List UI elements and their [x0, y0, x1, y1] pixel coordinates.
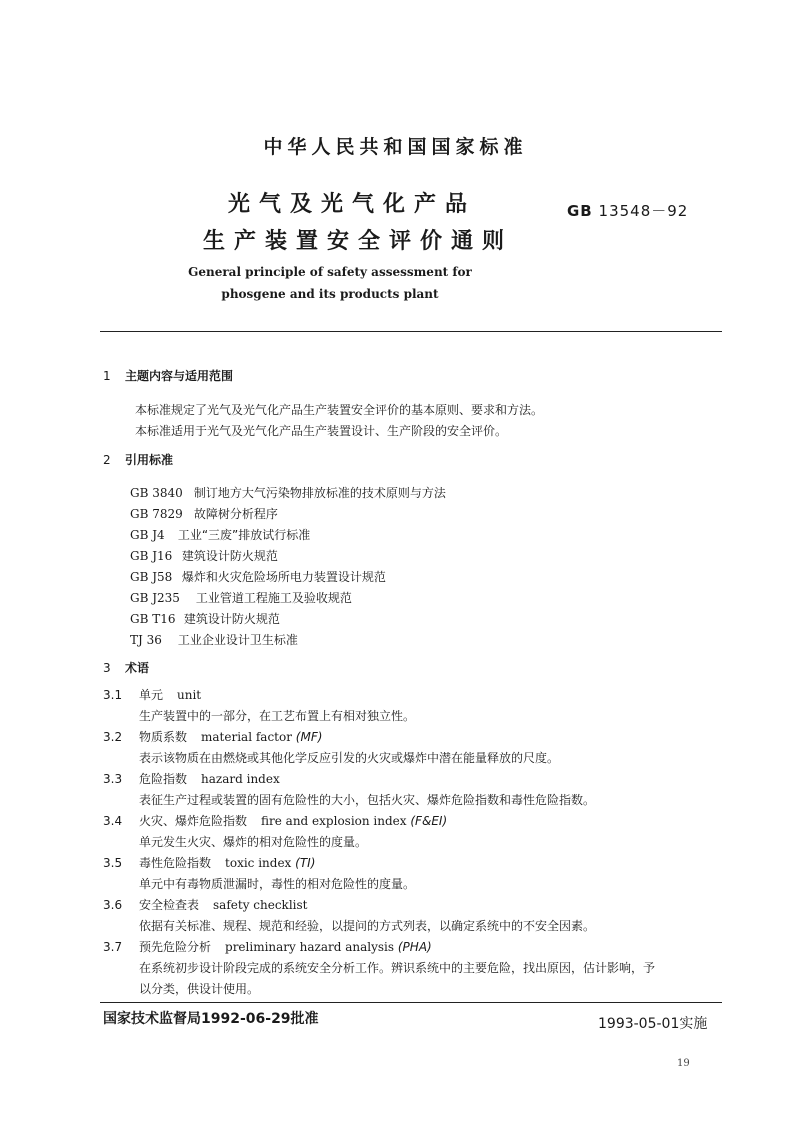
term-definition: 表征生产过程或装置的固有危险性的大小，包括火灾、爆炸危险指数和毒性危险指数。 [139, 793, 596, 807]
term-number: 3.2 [103, 730, 123, 744]
term-en: material factor [201, 730, 292, 744]
reference-item [130, 547, 278, 564]
term-definition: 单元发生火灾、爆炸的相对危险性的度量。 [139, 835, 368, 849]
reference-name: 工业企业设计卫生标准 [177, 633, 298, 647]
reference-code: GB J58 [130, 570, 173, 584]
term-definition: 依据有关标准、规程、规范和经验，以提问的方式列表，以确定系统中的不安全因素。 [139, 919, 596, 933]
term-definition: 表示该物质在由燃烧或其他化学反应引发的火灾或爆炸中潜在能量释放的尺度。 [139, 751, 560, 765]
title-en-line1: General principle of safety assessment for [188, 265, 472, 279]
standard-code: 13548－92 [598, 202, 689, 220]
section-number: 2 [103, 453, 111, 467]
term-en: fire and explosion index [261, 814, 407, 828]
reference-item [130, 484, 446, 501]
reference-item [130, 505, 278, 522]
term-en: hazard index [201, 772, 280, 786]
term-definition: 生产装置中的一部分，在工艺布置上有相对独立性。 [139, 709, 416, 723]
section-title: 主题内容与适用范围 [125, 369, 234, 383]
reference-name: 建筑设计防火规范 [183, 612, 280, 626]
title-en-line2: phosgene and its products plant [221, 287, 439, 301]
effective-date: 1993-05-01实施 [598, 1016, 708, 1032]
term-en: unit [177, 688, 202, 702]
reference-item [130, 568, 386, 585]
term-abbreviation: (MF) [295, 730, 323, 744]
term-number: 3.6 [103, 898, 123, 912]
term-abbreviation: (F&EI) [410, 814, 448, 828]
term-heading [103, 854, 315, 871]
term-cn: 预先危险分析 [139, 940, 212, 954]
standard-prefix: GB [567, 202, 593, 220]
reference-item [130, 610, 280, 627]
term-en: safety checklist [213, 898, 308, 912]
term-definition: 单元中有毒物质泄漏时，毒性的相对危险性的度量。 [139, 877, 416, 891]
term-heading [103, 770, 280, 787]
term-heading [103, 812, 447, 829]
term-number: 3.3 [103, 772, 123, 786]
header-divider [100, 331, 722, 332]
term-abbreviation: (PHA) [397, 940, 432, 954]
term-heading [103, 728, 322, 745]
title-cn-line1: 光气及光气化产品 [228, 192, 477, 217]
title-cn-line2: 生产装置安全评价通则 [203, 229, 514, 254]
term-number: 3.5 [103, 856, 123, 870]
paragraph: 本标准规定了光气及光气化产品生产装置安全评价的基本原则、要求和方法。 [135, 403, 544, 417]
reference-name: 工业“三废”排放试行标准 [177, 528, 311, 542]
reference-code: GB 3840 [130, 486, 183, 500]
section-number: 3 [103, 661, 111, 675]
term-cn: 火灾、爆炸危险指数 [139, 814, 248, 828]
reference-name: 建筑设计防火规范 [181, 549, 278, 563]
term-abbreviation: (TI) [295, 856, 316, 870]
term-heading [103, 938, 432, 955]
standard-number [567, 200, 688, 221]
term-cn: 毒性危险指数 [139, 856, 212, 870]
reference-code: TJ 36 [130, 633, 162, 647]
page-number: 19 [677, 1058, 690, 1069]
term-heading [103, 686, 201, 703]
term-cn: 单元 [139, 688, 164, 702]
paragraph: 本标准适用于光气及光气化产品生产装置设计、生产阶段的安全评价。 [135, 424, 508, 438]
reference-item [130, 631, 298, 648]
reference-item [130, 589, 352, 606]
reference-code: GB J235 [130, 591, 180, 605]
section-title: 引用标准 [125, 453, 174, 467]
term-cn: 物质系数 [139, 730, 188, 744]
reference-item [130, 526, 310, 543]
section-2-heading [103, 451, 173, 468]
approval-line: 国家技术监督局1992-06-29批准 [103, 1011, 319, 1027]
section-title: 术语 [125, 661, 150, 675]
term-number: 3.4 [103, 814, 123, 828]
term-en: toxic index [225, 856, 292, 870]
reference-name: 制订地方大气污染物排放标准的技术原则与方法 [193, 486, 446, 500]
section-number: 1 [103, 369, 111, 383]
reference-code: GB J4 [130, 528, 165, 542]
reference-name: 工业管道工程施工及验收规范 [195, 591, 352, 605]
reference-code: GB T16 [130, 612, 176, 626]
footer-divider [100, 1002, 722, 1003]
reference-code: GB J16 [130, 549, 173, 563]
term-cn: 安全检查表 [139, 898, 200, 912]
term-number: 3.7 [103, 940, 123, 954]
term-en: preliminary hazard analysis [225, 940, 395, 954]
standard-org-header: 中华人民共和国国家标准 [263, 136, 528, 158]
term-heading [103, 896, 308, 913]
term-definition-continued: 以分类，供设计使用。 [139, 982, 260, 996]
section-1-heading [103, 367, 233, 384]
reference-name: 故障树分析程序 [193, 507, 278, 521]
reference-code: GB 7829 [130, 507, 183, 521]
term-number: 3.1 [103, 688, 123, 702]
term-definition: 在系统初步设计阶段完成的系统安全分析工作。辨识系统中的主要危险，找出原因，估计影响，予 [139, 961, 656, 975]
reference-name: 爆炸和火灾危险场所电力装置设计规范 [181, 570, 386, 584]
section-3-heading [103, 659, 149, 676]
term-cn: 危险指数 [139, 772, 188, 786]
